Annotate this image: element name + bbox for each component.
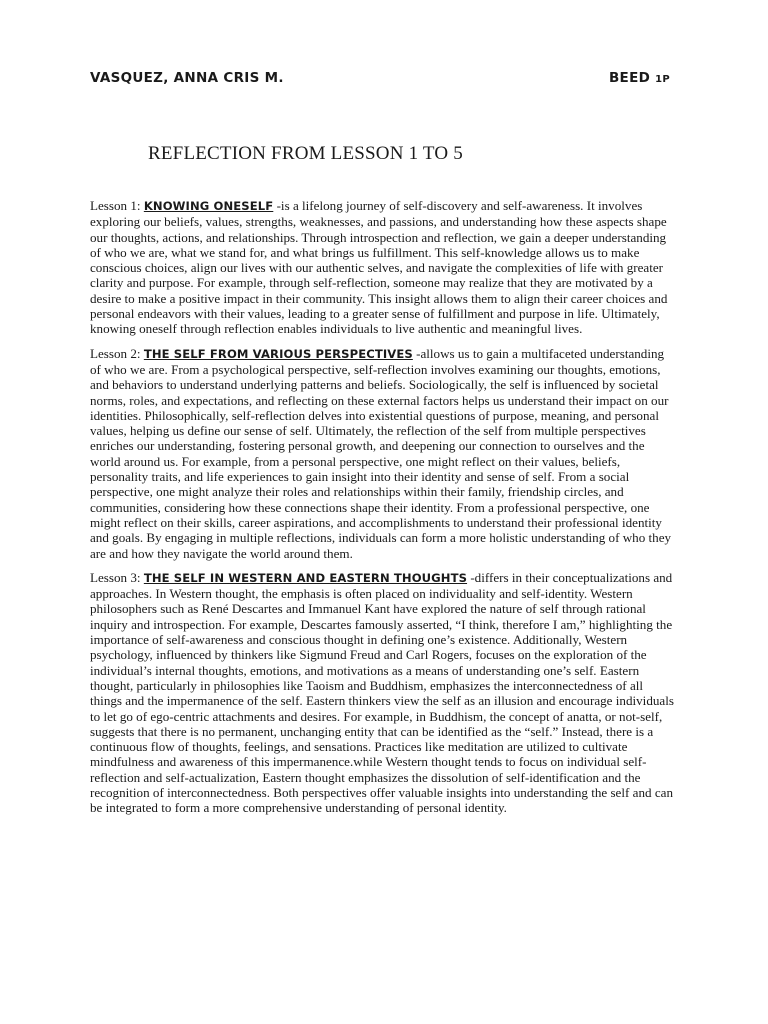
lesson-1-paragraph — [90, 198, 678, 337]
student-name: VASQUEZ, ANNA CRIS M. — [90, 70, 284, 86]
lesson-3-text: -differs in their conceptualizations and approaches. In Western thought, the emphasis is often placed on individuality and self-identity. Western philosophers such as René Descartes and Immanuel Kant have explored the nature of self through rational inquiry and introspection. For example, Descartes famously asserted, “I think, therefore I am,” highlighting the importance of self-awareness and conscious thought in defining one’s existence. Additionally, Western psychology, influenced by thinkers like Sigmund Freud and Carl Rogers, focuses on the exploration of the individual’s internal thoughts, emotions, and motivations as a means of understanding one’s self. Eastern thought, particularly in philosophies like Taoism and Buddhism, emphasizes the interconnectedness of all things and the impermanence of the self. Eastern thinkers view the self as an illusion and encourage individuals to let go of ego-centric attachments and desires. For example, in Buddhism, the concept of anatta, or not-self, suggests that there is no permanent, unchanging entity that can be identified as the “self.” Instead, there is a continuous flow of thoughts, feelings, and sensations. Practices like meditation are utilized to cultivate mindfulness and awareness of this impermanence.while Western thought tends to focus on individual self-reflection and self-actualization, Eastern thought emphasizes the dissolution of self-identification and the recognition of interconnectedness. Both perspectives offer valuable insights into understanding the self and can be integrated to form a more comprehensive understanding of personal identity. — [90, 569, 674, 816]
lesson-2-topic: THE SELF FROM VARIOUS PERSPECTIVES — [143, 346, 413, 361]
lesson-1-text: -is a lifelong journey of self-discovery and self-awareness. It involves exploring our beliefs, values, strengths, weaknesses, and passions, and understanding how these aspects shape our thoughts, actions, and relationships. Through introspection and reflection, we gain a deeper understanding of who we are, what we stand for, and what brings us fulfillment. This self-knowledge allows us to make conscious choices, align our lives with our authentic selves, and navigate the complexities of life with greater clarity and purpose. For example, through self-reflection, someone may realize that they are motivated by a desire to make a positive impact in their community. This insight allows them to align their career choices and personal endeavors with their values, leading to a greater sense of fulfillment and purpose in life. Ultimately, knowing oneself through reflection enables individuals to live authentic and meaningful lives. — [90, 198, 668, 337]
lesson-3-label: Lesson 3: — [90, 569, 144, 585]
lesson-1-topic: KNOWING ONESELF — [143, 199, 274, 213]
class-code — [609, 70, 670, 86]
class-code-main: BEED — [608, 70, 656, 86]
lesson-2-paragraph — [90, 346, 678, 561]
lesson-1-label: Lesson 1: — [90, 198, 144, 213]
document-body — [90, 198, 678, 825]
document-header — [90, 70, 670, 86]
class-code-section: 1P — [655, 74, 670, 85]
lesson-3-paragraph — [90, 570, 678, 816]
lesson-2-label: Lesson 2: — [90, 345, 144, 361]
lesson-2-text: -allows us to gain a multifaceted understanding of who we are. From a psychological perspective, self-reflection involves examining our thoughts, emotions, and behaviors to understand underlying patterns and beliefs. Sociologically, the self is influenced by societal norms, roles, and expectations, and reflecting on these external factors helps us understand their impact on our identities. Philosophically, self-reflection delves into existential questions of purpose, meaning, and personal values, helping us define our sense of self. Ultimately, the reflection of the self from multiple perspectives enriches our understanding, fostering personal growth, and deepening our connection to ourselves and the world around us. For example, from a personal perspective, one might reflect on their values, beliefs, personality traits, and life experiences to gain insight into their identity and sense of self. From a social perspective, one might analyze their roles and relationships within their family, friendship circles, and communities, considering how these connections shape their identity. From a professional perspective, one might reflect on their skills, career aspirations, and accomplishments to understand their professional identity and goals. By engaging in multiple reflections, individuals can form a more holistic understanding of who they are and how they navigate the world around them. — [90, 345, 672, 561]
lesson-3-topic: THE SELF IN WESTERN AND EASTERN THOUGHTS — [143, 570, 468, 585]
page-title: REFLECTION FROM LESSON 1 TO 5 — [148, 143, 463, 164]
